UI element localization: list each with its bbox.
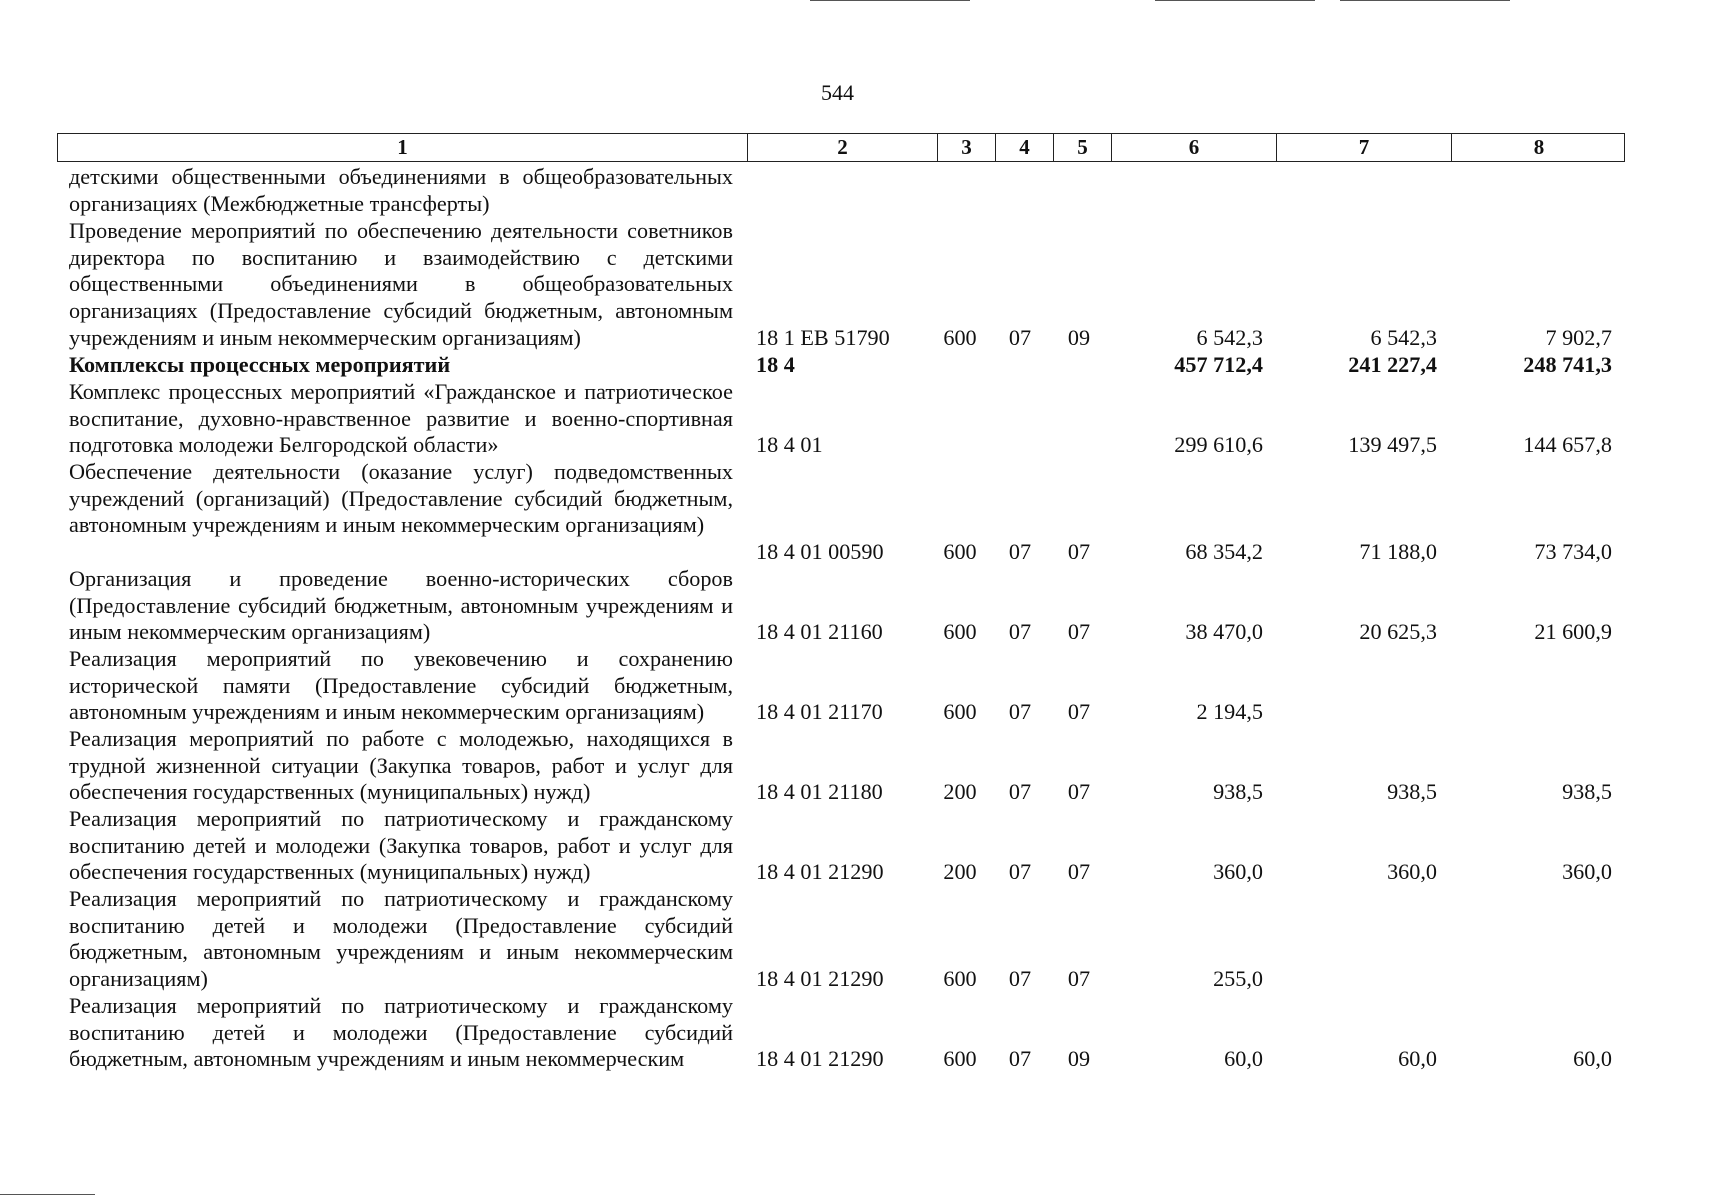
row-col7: 241 227,4 [1348, 352, 1437, 377]
row-col3: 200 [943, 779, 977, 804]
row-col8: 21 600,9 [1534, 619, 1612, 644]
row-col5: 07 [1067, 619, 1091, 644]
column-header-3: 3 [937, 134, 995, 161]
row-code: 18 4 [756, 352, 795, 377]
row-col3: 600 [943, 325, 977, 350]
row-col8: 73 734,0 [1534, 539, 1612, 564]
row-col6: 2 194,5 [1196, 699, 1263, 724]
row-col6: 68 354,2 [1185, 539, 1263, 564]
row-description: Комплексы процессных мероприятий [69, 352, 451, 377]
row-col5: 07 [1067, 699, 1091, 724]
row-code: 18 4 01 [756, 432, 823, 457]
row-col7: 60,0 [1398, 1046, 1437, 1071]
row-col4: 07 [1008, 699, 1032, 724]
table-header-row [57, 133, 1625, 162]
row-description: Организация и проведение военно-исторических сборов (Предоставление субсидий бюджетным, автономным учреждениям и иным некоммерческим организациям) [69, 566, 733, 645]
row-col4: 07 [1008, 325, 1032, 350]
row-col6: 457 712,4 [1174, 352, 1263, 377]
row-description: Реализация мероприятий по патриотическому и гражданскому воспитанию детей и молодежи (Предоставление субсидий бюджетным, автономным учреждениям и иным некоммерческим организациям) [69, 886, 733, 992]
column-header-8: 8 [1451, 134, 1626, 161]
row-col3: 600 [943, 966, 977, 991]
scan-artifact-line [1155, 0, 1315, 1]
row-code: 18 4 01 00590 [756, 539, 884, 564]
row-col6: 60,0 [1224, 1046, 1263, 1071]
row-col7: 938,5 [1387, 779, 1437, 804]
row-col8: 938,5 [1562, 779, 1612, 804]
row-col7: 139 497,5 [1348, 432, 1437, 457]
row-col5: 09 [1067, 325, 1091, 350]
scan-artifact-line [810, 0, 970, 1]
row-col5: 07 [1067, 779, 1091, 804]
scan-artifact-line [1340, 0, 1510, 1]
row-col7: 20 625,3 [1359, 619, 1437, 644]
column-header-5: 5 [1053, 134, 1111, 161]
row-code: 18 4 01 21290 [756, 966, 884, 991]
row-code: 18 1 EB 51790 [756, 325, 890, 350]
row-col6: 38 470,0 [1185, 619, 1263, 644]
row-col6: 255,0 [1213, 966, 1263, 991]
row-col4: 07 [1008, 619, 1032, 644]
row-col6: 6 542,3 [1196, 325, 1263, 350]
row-description: Реализация мероприятий по патриотическому и гражданскому воспитанию детей и молодежи (Закупка товаров, работ и услуг для обеспечения государственных (муниципальных) нужд) [69, 806, 733, 885]
row-code: 18 4 01 21160 [756, 619, 883, 644]
column-header-7: 7 [1276, 134, 1451, 161]
row-col3: 600 [943, 1046, 977, 1071]
row-col4: 07 [1008, 1046, 1032, 1071]
row-col6: 360,0 [1213, 859, 1263, 884]
row-col3: 200 [943, 859, 977, 884]
column-header-6: 6 [1111, 134, 1276, 161]
row-col8: 144 657,8 [1523, 432, 1612, 457]
row-col7: 71 188,0 [1359, 539, 1437, 564]
row-col4: 07 [1008, 539, 1032, 564]
scan-artifact-line [0, 1194, 95, 1195]
row-col8: 60,0 [1573, 1046, 1612, 1071]
column-header-4: 4 [995, 134, 1053, 161]
page-number: 544 [821, 80, 854, 105]
row-col8: 248 741,3 [1523, 352, 1612, 377]
row-code: 18 4 01 21290 [756, 1046, 884, 1071]
column-header-2: 2 [747, 134, 937, 161]
column-header-1: 1 [397, 135, 408, 159]
row-col3: 600 [943, 539, 977, 564]
row-description: Реализация мероприятий по работе с молодежью, находящихся в трудной жизненной ситуации (Закупка товаров, работ и услуг для обеспечения государственных (муниципальных) нужд) [69, 726, 733, 805]
row-description: Проведение мероприятий по обеспечению деятельности советников директора по воспитанию и взаимодействию с детскими общественными объединениями в общеобразовательных организациях (Предоставление субсидий бюджетным, автономным учреждениям и иным некоммерческим организациям) [69, 218, 733, 350]
row-col8: 360,0 [1562, 859, 1612, 884]
row-col5: 07 [1067, 966, 1091, 991]
row-description: Реализация мероприятий по патриотическому и гражданскому воспитанию детей и молодежи (Предоставление субсидий бюджетным, автономным учреждениям и иным некоммерческим [69, 993, 733, 1072]
row-description: Обеспечение деятельности (оказание услуг) подведомственных учреждений (организаций) (Предоставление субсидий бюджетным, автономным учреждениям и иным некоммерческим организациям) [69, 459, 733, 538]
row-code: 18 4 01 21180 [756, 779, 883, 804]
row-col3: 600 [943, 699, 977, 724]
row-description: детскими общественными объединениями в общеобразовательных организациях (Межбюджетные трансферты) [69, 164, 733, 216]
row-col4: 07 [1008, 779, 1032, 804]
row-col4: 07 [1008, 966, 1032, 991]
row-code: 18 4 01 21170 [756, 699, 883, 724]
row-col5: 07 [1067, 859, 1091, 884]
row-col8: 7 902,7 [1545, 325, 1612, 350]
row-col5: 07 [1067, 539, 1091, 564]
row-col4: 07 [1008, 859, 1032, 884]
row-col6: 938,5 [1213, 779, 1263, 804]
row-col7: 6 542,3 [1370, 325, 1437, 350]
row-code: 18 4 01 21290 [756, 859, 884, 884]
row-col6: 299 610,6 [1174, 432, 1263, 457]
row-col7: 360,0 [1387, 859, 1437, 884]
row-description: Комплекс процессных мероприятий «Гражданское и патриотическое воспитание, духовно-нравственное развитие и военно-спортивная подготовка молодежи Белгородской области» [69, 379, 733, 458]
row-col3: 600 [943, 619, 977, 644]
row-description: Реализация мероприятий по увековечению и сохранению исторической памяти (Предоставление субсидий бюджетным, автономным учреждениям и иным некоммерческим организациям) [69, 646, 733, 725]
row-col5: 09 [1067, 1046, 1091, 1071]
